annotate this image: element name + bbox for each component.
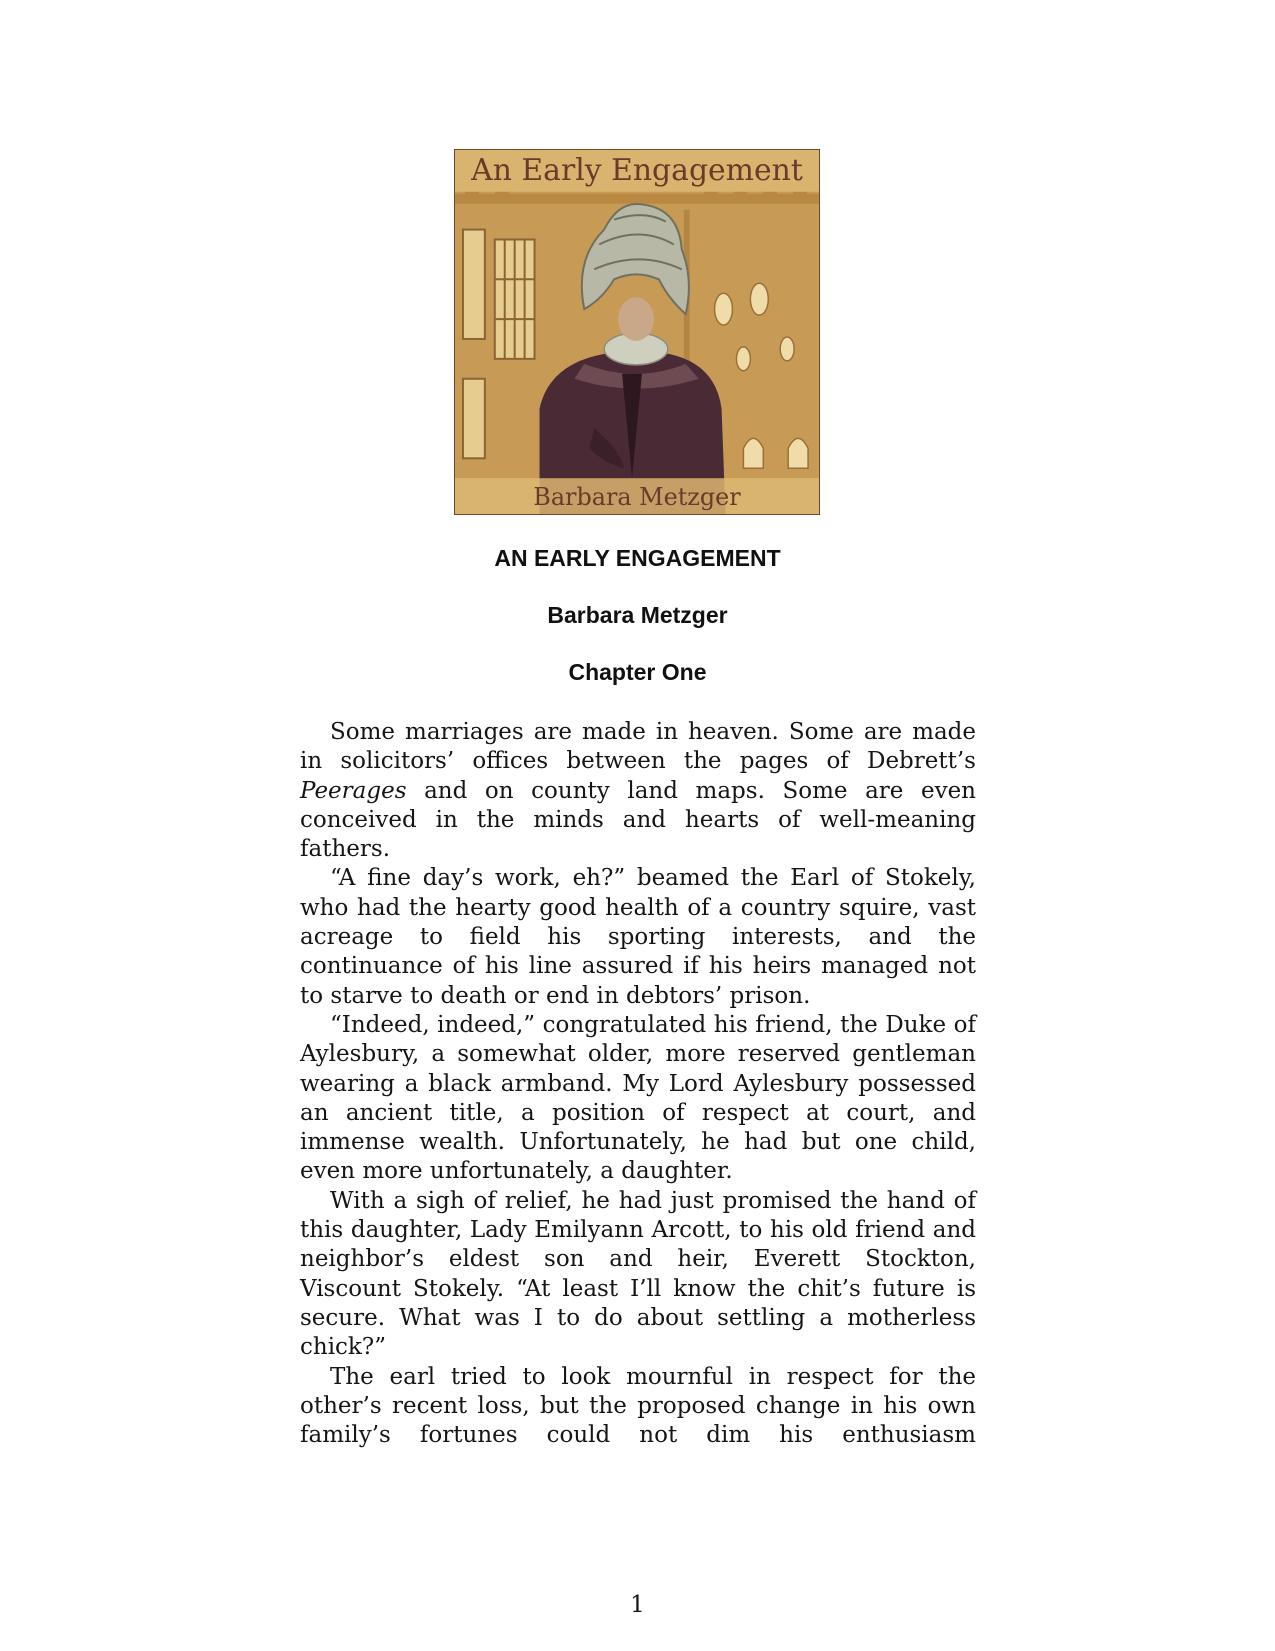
cover-author: Barbara Metzger (533, 483, 741, 512)
paragraph-1-italic: Peerages (300, 777, 407, 804)
paragraph-1-before: Some marriages are made in heaven. Some are made in solicitors’ offices between the pages of Debrett’s (300, 719, 976, 775)
figure-face (618, 297, 654, 341)
cover-illustration (455, 150, 819, 514)
book-title: AN EARLY ENGAGEMENT (494, 545, 781, 571)
paragraph-1 (300, 718, 976, 864)
chapter-heading: Chapter One (568, 659, 707, 685)
book-cover-image (454, 149, 820, 515)
paragraph-1-after: and on county land maps. Some are even conceived in the minds and hearts of well-meaning fathers. (300, 777, 976, 863)
page-number: 1 (630, 1592, 645, 1618)
paragraph-2: “A fine day’s work, eh?” beamed the Earl of Stokely, who had the hearty good health of a country squire, vast acreage to field his sporting interests, and the continuance of his line assured if his heirs managed not to starve to death or end in debtors’ prison. (300, 865, 976, 1009)
paragraph-3: “Indeed, indeed,” congratulated his friend, the Duke of Aylesbury, a somewhat older, more reserved gentleman wearing a black armband. My Lord Aylesbury possessed an ancient title, a position of respect at court, and immense wealth. Unfortunately, he had but one child, even more unfortunately, a daughter. (300, 1011, 976, 1185)
chapter-text (300, 718, 976, 1450)
paragraph-4: With a sigh of relief, he had just promised the hand of this daughter, Lady Emilyann Arcott, to his old friend and neighbor’s eldest son and heir, Everett Stockton, Viscount Stokely. “At least I’ll know the chit’s future is secure. What was I to do about settling a motherless chick?” (300, 1187, 976, 1361)
cover-title: An Early Engagement (471, 152, 803, 188)
paragraph-5: The earl tried to look mournful in respect for the other’s recent loss, but the proposed change in his own family’s fortunes could not dim his enthusiasm (300, 1363, 976, 1449)
author-name: Barbara Metzger (547, 602, 728, 628)
